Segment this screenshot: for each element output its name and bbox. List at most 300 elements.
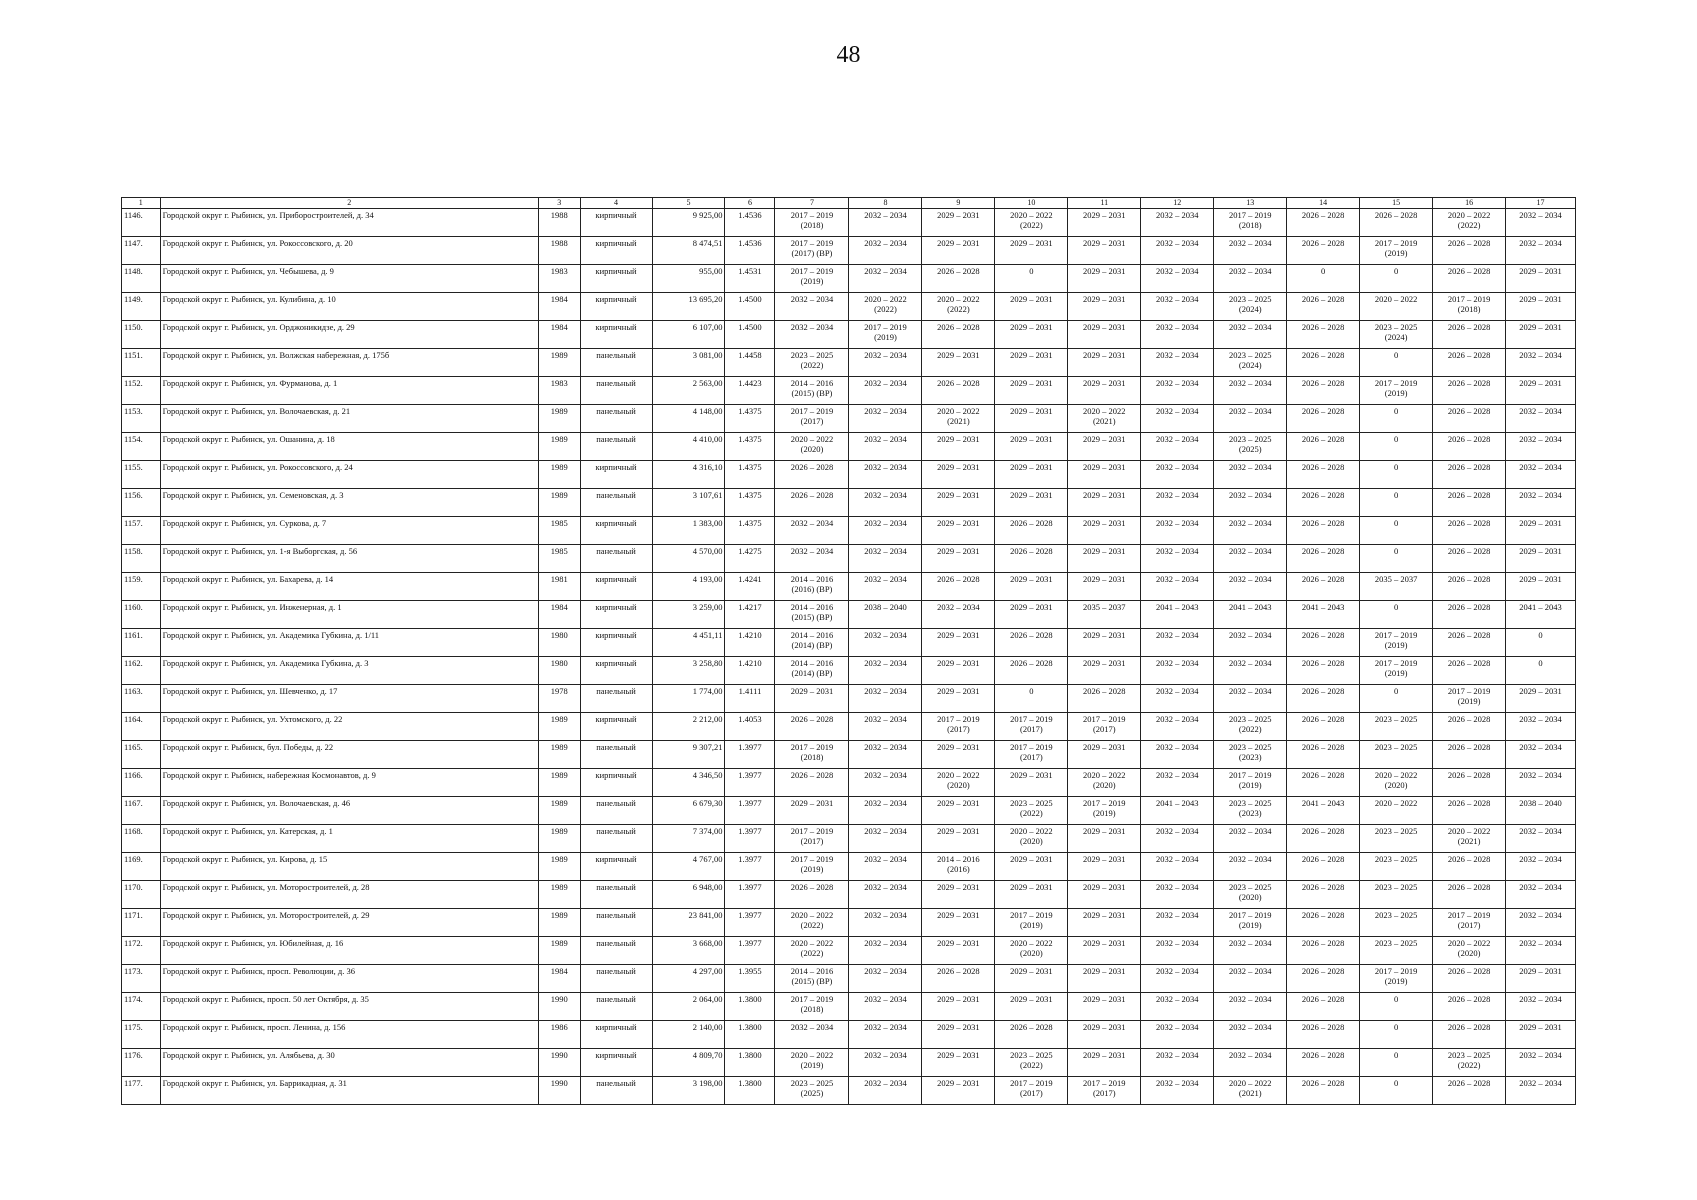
table-row — [122, 1049, 1576, 1077]
table-cell: 1989 — [538, 433, 580, 461]
table-cell: 0 — [1360, 1077, 1433, 1105]
table-cell: 2029 – 2031 — [922, 209, 995, 237]
table-cell: 2026 – 2028 — [1287, 769, 1360, 797]
table-cell: 2029 – 2031 — [1068, 573, 1141, 601]
table-cell: 1989 — [538, 405, 580, 433]
table-cell: Городской округ г. Рыбинск, ул. Ошанина, д. 18 — [160, 433, 538, 461]
table-cell: 0 — [1287, 265, 1360, 293]
column-header-12: 12 — [1141, 198, 1214, 209]
table-cell: 2026 – 2028 — [1287, 237, 1360, 265]
table-cell: 0 — [1360, 601, 1433, 629]
table-cell: 2029 – 2031 — [775, 685, 849, 713]
table-cell: 2032 – 2034 — [1506, 825, 1576, 853]
table-row — [122, 993, 1576, 1021]
table-cell: 2032 – 2034 — [849, 685, 922, 713]
table-cell: 2017 – 2019 (2019) — [1360, 629, 1433, 657]
table-cell: 2032 – 2034 — [1506, 489, 1576, 517]
table-cell: 2029 – 2031 — [1506, 685, 1576, 713]
table-row — [122, 433, 1576, 461]
table-cell: 0 — [1360, 993, 1433, 1021]
table-cell: 2029 – 2031 — [995, 489, 1068, 517]
table-cell: 0 — [1506, 657, 1576, 685]
table-cell: 2029 – 2031 — [922, 545, 995, 573]
table-cell: панельный — [580, 909, 652, 937]
table-cell: 0 — [1360, 685, 1433, 713]
table-cell: 2029 – 2031 — [1068, 937, 1141, 965]
table-cell: 4 767,00 — [652, 853, 725, 881]
table-cell: 2026 – 2028 — [1287, 1021, 1360, 1049]
table-cell: 2035 – 2037 — [1360, 573, 1433, 601]
table-cell: кирпичный — [580, 265, 652, 293]
table-cell: 2029 – 2031 — [1068, 293, 1141, 321]
table-cell: Городской округ г. Рыбинск, ул. Семеновская, д. 3 — [160, 489, 538, 517]
table-cell: 2029 – 2031 — [995, 349, 1068, 377]
table-cell: Городской округ г. Рыбинск, ул. Фурманова, д. 1 — [160, 377, 538, 405]
table-cell: 9 307,21 — [652, 741, 725, 769]
table-cell: 2014 – 2016 (2016) — [922, 853, 995, 881]
table-cell: 2020 – 2022 (2020) — [775, 433, 849, 461]
table-cell: 2032 – 2034 — [1214, 965, 1287, 993]
table-cell: 2032 – 2034 — [849, 489, 922, 517]
table-cell: 2029 – 2031 — [922, 685, 995, 713]
table-row — [122, 545, 1576, 573]
table-cell: 2032 – 2034 — [1141, 629, 1214, 657]
table-cell: панельный — [580, 349, 652, 377]
table-cell: 2026 – 2028 — [995, 1021, 1068, 1049]
table-cell: 2026 – 2028 — [1433, 713, 1506, 741]
table-cell: 2032 – 2034 — [849, 937, 922, 965]
table-cell: 1162. — [122, 657, 161, 685]
table-cell: 2026 – 2028 — [922, 265, 995, 293]
table-cell: 2029 – 2031 — [922, 1049, 995, 1077]
table-cell: 2032 – 2034 — [1506, 405, 1576, 433]
table-cell: 1.4531 — [725, 265, 775, 293]
table-cell: 2023 – 2025 (2025) — [775, 1077, 849, 1105]
table-cell: 1151. — [122, 349, 161, 377]
column-header-4: 4 — [580, 198, 652, 209]
table-cell: 1990 — [538, 1077, 580, 1105]
table-cell: Городской округ г. Рыбинск, ул. Рокоссовского, д. 24 — [160, 461, 538, 489]
table-row — [122, 293, 1576, 321]
table-cell: 2035 – 2037 — [1068, 601, 1141, 629]
table-cell: 0 — [1360, 517, 1433, 545]
table-cell: 2026 – 2028 — [1287, 517, 1360, 545]
table-cell: кирпичный — [580, 601, 652, 629]
table-cell: 2041 – 2043 — [1141, 797, 1214, 825]
table-cell: 2026 – 2028 — [995, 629, 1068, 657]
table-cell: 2032 – 2034 — [1506, 461, 1576, 489]
table-cell: 2029 – 2031 — [995, 601, 1068, 629]
table-cell: 2029 – 2031 — [1506, 321, 1576, 349]
table-row — [122, 657, 1576, 685]
table-cell: 2026 – 2028 — [1287, 545, 1360, 573]
table-cell: 2032 – 2034 — [1506, 853, 1576, 881]
table-cell: панельный — [580, 377, 652, 405]
table-cell: 2029 – 2031 — [1068, 1049, 1141, 1077]
table-cell: панельный — [580, 797, 652, 825]
table-cell: 2029 – 2031 — [922, 657, 995, 685]
table-cell: 2026 – 2028 — [1433, 1077, 1506, 1105]
table-row — [122, 909, 1576, 937]
column-header-16: 16 — [1433, 198, 1506, 209]
table-cell: 2014 – 2016 (2016) (ВР) — [775, 573, 849, 601]
table-cell: 1 774,00 — [652, 685, 725, 713]
table-cell: 2020 – 2022 (2022) — [775, 937, 849, 965]
table-cell: 2017 – 2019 (2017) — [775, 825, 849, 853]
table-row — [122, 321, 1576, 349]
table-cell: 2029 – 2031 — [922, 797, 995, 825]
table-cell: Городской округ г. Рыбинск, ул. Рокоссовского, д. 20 — [160, 237, 538, 265]
table-cell: 2032 – 2034 — [1214, 517, 1287, 545]
table-cell: 2032 – 2034 — [1214, 1049, 1287, 1077]
table-cell: 2017 – 2019 (2019) — [1214, 769, 1287, 797]
table-cell: 2017 – 2019 (2018) — [1433, 293, 1506, 321]
table-row — [122, 573, 1576, 601]
table-cell: 0 — [1360, 461, 1433, 489]
table-cell: 1163. — [122, 685, 161, 713]
table-cell: 2026 – 2028 — [775, 769, 849, 797]
table-cell: 3 107,61 — [652, 489, 725, 517]
table-cell: 1.4210 — [725, 629, 775, 657]
table-cell: панельный — [580, 937, 652, 965]
table-cell: 1169. — [122, 853, 161, 881]
table-cell: 2029 – 2031 — [1506, 545, 1576, 573]
table-cell: Городской округ г. Рыбинск, ул. Бахарева, д. 14 — [160, 573, 538, 601]
table-cell: 2020 – 2022 (2021) — [1433, 825, 1506, 853]
column-header-6: 6 — [725, 198, 775, 209]
table-cell: 2020 – 2022 — [1360, 293, 1433, 321]
table-cell: 2026 – 2028 — [1433, 741, 1506, 769]
table-cell: 1.3977 — [725, 909, 775, 937]
table-cell: 2041 – 2043 — [1287, 601, 1360, 629]
table-cell: 2032 – 2034 — [775, 545, 849, 573]
table-cell: 1.3955 — [725, 965, 775, 993]
table-cell: 2020 – 2022 (2022) — [1433, 209, 1506, 237]
table-cell: 2020 – 2022 (2021) — [922, 405, 995, 433]
table-row — [122, 405, 1576, 433]
table-cell: 2026 – 2028 — [1287, 1077, 1360, 1105]
table-cell: 1.4423 — [725, 377, 775, 405]
table-cell: 2029 – 2031 — [1068, 209, 1141, 237]
table-cell: 2032 – 2034 — [1506, 909, 1576, 937]
table-cell: 2026 – 2028 — [1433, 965, 1506, 993]
table-cell: 2029 – 2031 — [995, 433, 1068, 461]
table-cell: 2029 – 2031 — [922, 237, 995, 265]
table-row — [122, 881, 1576, 909]
table-cell: 2017 – 2019 (2017) — [1068, 1077, 1141, 1105]
table-cell: 2032 – 2034 — [1141, 1021, 1214, 1049]
table-cell: 2017 – 2019 (2019) — [1360, 237, 1433, 265]
table-cell: 2014 – 2016 (2015) (ВР) — [775, 377, 849, 405]
table-cell: Городской округ г. Рыбинск, ул. Инженерная, д. 1 — [160, 601, 538, 629]
table-cell: 2032 – 2034 — [1141, 1049, 1214, 1077]
table-cell: 2032 – 2034 — [849, 741, 922, 769]
table-cell: 2017 – 2019 (2017) — [1068, 713, 1141, 741]
table-cell: 4 451,11 — [652, 629, 725, 657]
table-cell: панельный — [580, 965, 652, 993]
table-cell: 2029 – 2031 — [1068, 461, 1141, 489]
table-cell: 2032 – 2034 — [1141, 237, 1214, 265]
column-header-1: 1 — [122, 198, 161, 209]
table-cell: Городской округ г. Рыбинск, ул. Моторостроителей, д. 28 — [160, 881, 538, 909]
table-cell: 2029 – 2031 — [1068, 237, 1141, 265]
table-cell: 2017 – 2019 (2019) — [849, 321, 922, 349]
table-cell: 2032 – 2034 — [1141, 825, 1214, 853]
table-cell: 2032 – 2034 — [1141, 713, 1214, 741]
table-cell: 2017 – 2019 (2017) — [775, 405, 849, 433]
table-cell: 2032 – 2034 — [1506, 741, 1576, 769]
table-cell: 1989 — [538, 797, 580, 825]
table-cell: 0 — [1360, 489, 1433, 517]
table-cell: 2029 – 2031 — [922, 881, 995, 909]
table-cell: 2026 – 2028 — [1287, 461, 1360, 489]
table-cell: 1146. — [122, 209, 161, 237]
table-cell: 2020 – 2022 (2022) — [775, 909, 849, 937]
table-cell: кирпичный — [580, 209, 652, 237]
table-cell: 2032 – 2034 — [1141, 209, 1214, 237]
table-cell: 2026 – 2028 — [1433, 545, 1506, 573]
table-cell: 2029 – 2031 — [1068, 741, 1141, 769]
table-cell: 2014 – 2016 (2015) (ВР) — [775, 965, 849, 993]
table-cell: 2026 – 2028 — [1433, 489, 1506, 517]
table-cell: 6 107,00 — [652, 321, 725, 349]
table-cell: 1.3800 — [725, 1021, 775, 1049]
table-cell: 2032 – 2034 — [1214, 825, 1287, 853]
table-cell: 1168. — [122, 825, 161, 853]
table-cell: 2029 – 2031 — [995, 237, 1068, 265]
table-cell: 13 695,20 — [652, 293, 725, 321]
table-cell: 2029 – 2031 — [1068, 265, 1141, 293]
table-cell: 1990 — [538, 1049, 580, 1077]
table-cell: 2041 – 2043 — [1506, 601, 1576, 629]
table-cell: Городской округ г. Рыбинск, просп. Ленина, д. 156 — [160, 1021, 538, 1049]
table-cell: 1.4241 — [725, 573, 775, 601]
table-cell: 1.4375 — [725, 517, 775, 545]
column-header-2: 2 — [160, 198, 538, 209]
table-cell: 2026 – 2028 — [1287, 741, 1360, 769]
table-cell: 1176. — [122, 1049, 161, 1077]
table-cell: 1171. — [122, 909, 161, 937]
table-cell: 3 081,00 — [652, 349, 725, 377]
table-cell: 2017 – 2019 (2017) — [1433, 909, 1506, 937]
table-cell: кирпичный — [580, 1049, 652, 1077]
table-cell: Городской округ г. Рыбинск, ул. Шевченко, д. 17 — [160, 685, 538, 713]
table-cell: 2020 – 2022 (2021) — [1068, 405, 1141, 433]
table-cell: 2026 – 2028 — [1287, 937, 1360, 965]
table-cell: 2032 – 2034 — [849, 825, 922, 853]
table-cell: 2032 – 2034 — [849, 713, 922, 741]
table-row — [122, 1077, 1576, 1105]
table-cell: 2020 – 2022 — [1360, 797, 1433, 825]
table-cell: 1983 — [538, 377, 580, 405]
table-cell: 1.4275 — [725, 545, 775, 573]
table-cell: 1149. — [122, 293, 161, 321]
table-cell: 2032 – 2034 — [1506, 349, 1576, 377]
table-cell: кирпичный — [580, 461, 652, 489]
table-cell: 1980 — [538, 657, 580, 685]
table-cell: 2029 – 2031 — [995, 769, 1068, 797]
table-cell: Городской округ г. Рыбинск, ул. Баррикадная, д. 31 — [160, 1077, 538, 1105]
table-row — [122, 769, 1576, 797]
table-cell: 1.3977 — [725, 825, 775, 853]
table-cell: 2032 – 2034 — [1141, 685, 1214, 713]
table-cell: 1.3800 — [725, 1077, 775, 1105]
table-cell: 2029 – 2031 — [1068, 377, 1141, 405]
table-cell: 955,00 — [652, 265, 725, 293]
table-cell: 1174. — [122, 993, 161, 1021]
table-cell: 4 193,00 — [652, 573, 725, 601]
table-row — [122, 1021, 1576, 1049]
table-cell: 1989 — [538, 881, 580, 909]
table-cell: 1989 — [538, 825, 580, 853]
table-row — [122, 237, 1576, 265]
table-cell: панельный — [580, 741, 652, 769]
table-cell: Городской округ г. Рыбинск, ул. Чебышева, д. 9 — [160, 265, 538, 293]
table-cell: 2023 – 2025 — [1360, 741, 1433, 769]
table-cell: 2029 – 2031 — [995, 405, 1068, 433]
table-cell: 2026 – 2028 — [1287, 685, 1360, 713]
table-cell: Городской округ г. Рыбинск, ул. Кирова, д. 15 — [160, 853, 538, 881]
table-cell: 2032 – 2034 — [1506, 209, 1576, 237]
table-cell: 2026 – 2028 — [1433, 349, 1506, 377]
table-cell: 2026 – 2028 — [1433, 573, 1506, 601]
table-row — [122, 685, 1576, 713]
table-cell: 1177. — [122, 1077, 161, 1105]
table-row — [122, 853, 1576, 881]
table-cell: 2026 – 2028 — [1287, 993, 1360, 1021]
table-cell: 2026 – 2028 — [1433, 433, 1506, 461]
table-cell: 2026 – 2028 — [922, 573, 995, 601]
table-cell: 2023 – 2025 — [1360, 937, 1433, 965]
table-cell: панельный — [580, 1077, 652, 1105]
table-cell: кирпичный — [580, 517, 652, 545]
table-cell: 1155. — [122, 461, 161, 489]
table-cell: 2032 – 2034 — [1506, 433, 1576, 461]
table-cell: 1.3977 — [725, 769, 775, 797]
table-cell: 2026 – 2028 — [1287, 713, 1360, 741]
table-cell: 1984 — [538, 293, 580, 321]
table-cell: 4 316,10 — [652, 461, 725, 489]
table-cell: 2029 – 2031 — [995, 965, 1068, 993]
table-cell: 0 — [1360, 1021, 1433, 1049]
table-cell: 2017 – 2019 (2017) — [995, 713, 1068, 741]
table-cell: 2032 – 2034 — [849, 1077, 922, 1105]
table-cell: 2032 – 2034 — [1214, 629, 1287, 657]
table-cell: 2026 – 2028 — [1287, 629, 1360, 657]
table-cell: 2 563,00 — [652, 377, 725, 405]
column-header-9: 9 — [922, 198, 995, 209]
table-cell: 2032 – 2034 — [849, 349, 922, 377]
table-cell: кирпичный — [580, 657, 652, 685]
table-cell: 2020 – 2022 (2022) — [922, 293, 995, 321]
table-cell: 1159. — [122, 573, 161, 601]
table-cell: 2023 – 2025 (2022) — [995, 797, 1068, 825]
table-cell: 2032 – 2034 — [1214, 321, 1287, 349]
table-row — [122, 601, 1576, 629]
table-cell: 2032 – 2034 — [1506, 237, 1576, 265]
table-cell: 1.4500 — [725, 293, 775, 321]
table-cell: 2026 – 2028 — [1433, 993, 1506, 1021]
table-cell: 2029 – 2031 — [922, 909, 995, 937]
table-cell: 2032 – 2034 — [1214, 237, 1287, 265]
table-cell: 2023 – 2025 — [1360, 825, 1433, 853]
table-cell: 0 — [995, 685, 1068, 713]
table-cell: 4 346,50 — [652, 769, 725, 797]
table-cell: 2020 – 2022 (2022) — [849, 293, 922, 321]
table-cell: 2026 – 2028 — [995, 657, 1068, 685]
table-cell: 1989 — [538, 853, 580, 881]
table-cell: 1160. — [122, 601, 161, 629]
table-cell: панельный — [580, 545, 652, 573]
table-cell: 2026 – 2028 — [1068, 685, 1141, 713]
table-cell: 2032 – 2034 — [849, 993, 922, 1021]
table-cell: 2032 – 2034 — [1141, 433, 1214, 461]
table-cell: 1158. — [122, 545, 161, 573]
table-cell: 8 474,51 — [652, 237, 725, 265]
table-cell: 1986 — [538, 1021, 580, 1049]
table-cell: 2032 – 2034 — [1141, 489, 1214, 517]
table-row — [122, 265, 1576, 293]
table-cell: 2032 – 2034 — [1141, 937, 1214, 965]
table-cell: 2032 – 2034 — [1141, 405, 1214, 433]
table-cell: 1.4111 — [725, 685, 775, 713]
table-cell: 4 809,70 — [652, 1049, 725, 1077]
table-cell: 2032 – 2034 — [1214, 405, 1287, 433]
table-cell: Городской округ г. Рыбинск, ул. Ухтомского, д. 22 — [160, 713, 538, 741]
table-cell: 0 — [1360, 433, 1433, 461]
table-cell: 2020 – 2022 (2019) — [775, 1049, 849, 1077]
table-cell: 2023 – 2025 — [1360, 853, 1433, 881]
table-cell: 1154. — [122, 433, 161, 461]
table-cell: 2026 – 2028 — [1287, 1049, 1360, 1077]
table-cell: Городской округ г. Рыбинск, ул. Моторостроителей, д. 29 — [160, 909, 538, 937]
table-cell: 2032 – 2034 — [1141, 909, 1214, 937]
table-cell: 2026 – 2028 — [1433, 377, 1506, 405]
table-cell: 0 — [1360, 349, 1433, 377]
column-header-13: 13 — [1214, 198, 1287, 209]
table-cell: 2032 – 2034 — [1214, 489, 1287, 517]
table-cell: 2029 – 2031 — [1068, 993, 1141, 1021]
table-cell: 1.4375 — [725, 433, 775, 461]
table-cell: Городской округ г. Рыбинск, ул. Академика Губкина, д. 1/11 — [160, 629, 538, 657]
table-cell: 2032 – 2034 — [1506, 769, 1576, 797]
table-cell: 2032 – 2034 — [849, 629, 922, 657]
table-cell: 1.3977 — [725, 937, 775, 965]
table-cell: 2026 – 2028 — [1433, 405, 1506, 433]
table-cell: 2032 – 2034 — [1506, 713, 1576, 741]
column-header-11: 11 — [1068, 198, 1141, 209]
table-row — [122, 937, 1576, 965]
table-cell: 2023 – 2025 (2024) — [1360, 321, 1433, 349]
table-cell: 2029 – 2031 — [1068, 321, 1141, 349]
table-cell: 2032 – 2034 — [849, 881, 922, 909]
table-cell: 1980 — [538, 629, 580, 657]
table-cell: 2029 – 2031 — [1068, 909, 1141, 937]
table-cell: 2041 – 2043 — [1287, 797, 1360, 825]
table-cell: 2017 – 2019 (2019) — [1360, 377, 1433, 405]
table-cell: 1.3977 — [725, 881, 775, 909]
table-cell: 2029 – 2031 — [922, 517, 995, 545]
table-cell: 2017 – 2019 (2019) — [775, 265, 849, 293]
table-cell: 2023 – 2025 (2022) — [1214, 713, 1287, 741]
table-cell: 2041 – 2043 — [1141, 601, 1214, 629]
table-row — [122, 517, 1576, 545]
table-cell: 2017 – 2019 (2019) — [775, 853, 849, 881]
table-cell: 2023 – 2025 (2024) — [1214, 349, 1287, 377]
table-cell: 2026 – 2028 — [1433, 1021, 1506, 1049]
table-cell: 1 383,00 — [652, 517, 725, 545]
table-cell: 1.4536 — [725, 209, 775, 237]
